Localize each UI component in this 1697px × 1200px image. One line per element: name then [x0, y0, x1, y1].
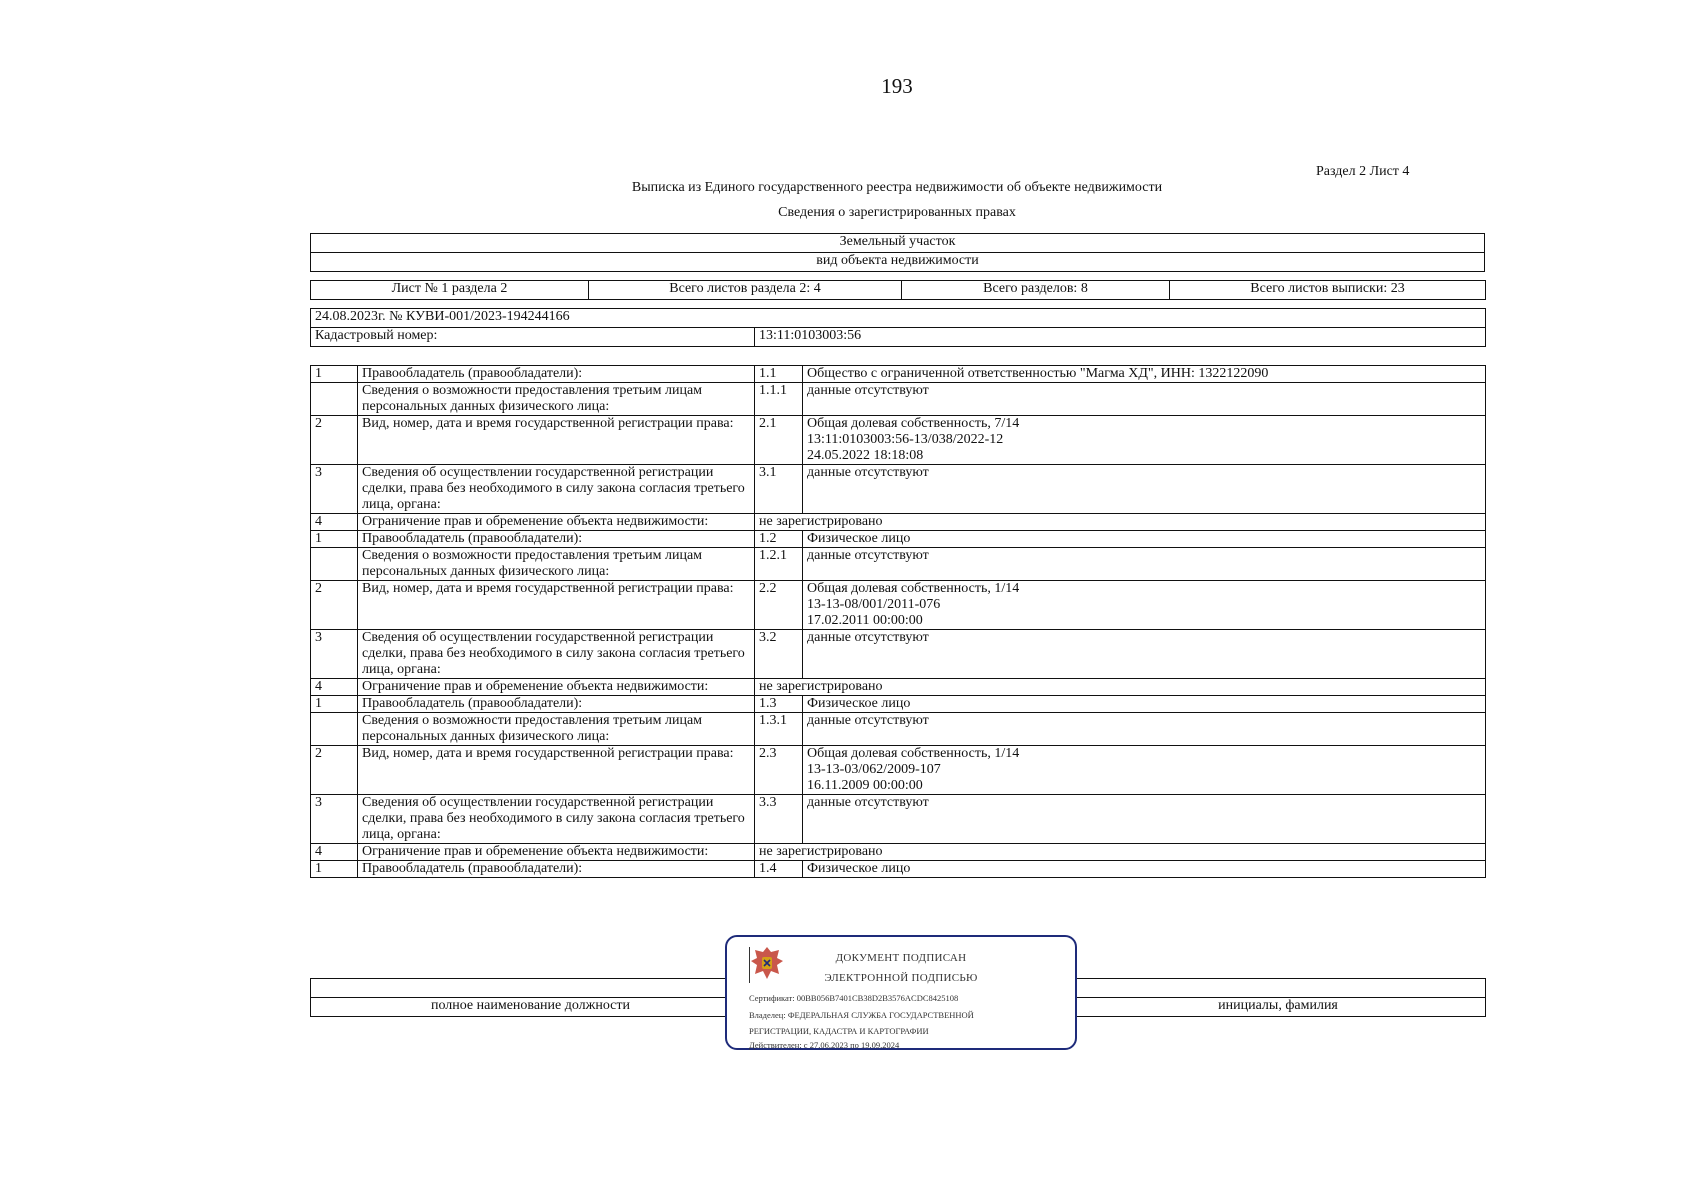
row-number: 4 — [311, 844, 358, 861]
cell-line: Общая долевая собственность, 7/14 — [807, 416, 1020, 431]
deal-label: Сведения об осуществлении государственной регистрации сделки, права без необходимого в силу закона согласия третьего лица, органа: — [358, 465, 755, 514]
personal-data-label: Сведения о возможности предоставления третьим лицам персональных данных физического лица: — [358, 548, 755, 581]
holder-value: Физическое лицо — [803, 531, 1486, 548]
personal-data-value: данные отсутствуют — [803, 713, 1486, 746]
row-number: 4 — [311, 514, 358, 531]
extract-date-number: 24.08.2023г. № КУВИ-001/2023-194244166 — [311, 309, 1486, 328]
restriction-value: не зарегистрировано — [755, 514, 1486, 531]
sections-total: Всего разделов: 8 — [902, 281, 1170, 300]
deal-value: данные отсутствуют — [803, 465, 1486, 514]
table-row — [311, 548, 1486, 581]
item-number: 2.1 — [755, 416, 803, 465]
extract-sheets-total: Всего листов выписки: 23 — [1170, 281, 1486, 300]
position-label: полное наименование должности — [311, 998, 751, 1017]
item-number: 1.3 — [755, 696, 803, 713]
section-sheet-label: Раздел 2 Лист 4 — [1316, 164, 1410, 179]
restriction-value: не зарегистрировано — [755, 844, 1486, 861]
registration-label: Вид, номер, дата и время государственной регистрации права: — [358, 581, 755, 630]
cadastral-number-value: 13:11:0103003:56 — [755, 328, 1486, 347]
registration-value — [803, 746, 1486, 795]
row-number: 2 — [311, 416, 358, 465]
holder-label: Правообладатель (правообладатели): — [358, 696, 755, 713]
rights-table — [310, 365, 1486, 878]
table-row — [311, 861, 1486, 878]
cell-line: 16.11.2009 00:00:00 — [807, 778, 923, 793]
row-number: 4 — [311, 679, 358, 696]
cell-line: 17.02.2011 00:00:00 — [807, 613, 923, 628]
sheets-info-table — [310, 280, 1486, 300]
item-number: 3.2 — [755, 630, 803, 679]
row-number — [311, 548, 358, 581]
document-title: Выписка из Единого государственного реестра недвижимости об объекте недвижимости — [631, 180, 1163, 195]
row-number: 3 — [311, 795, 358, 844]
item-number: 3.3 — [755, 795, 803, 844]
initials-label: инициалы, фамилия — [1071, 998, 1486, 1017]
holder-value: Общество с ограниченной ответственностью "Магма ХД", ИНН: 1322122090 — [803, 366, 1486, 383]
holder-label: Правообладатель (правообладатели): — [358, 366, 755, 383]
item-number: 2.3 — [755, 746, 803, 795]
cadastral-number-label: Кадастровый номер: — [311, 328, 755, 347]
table-row — [311, 795, 1486, 844]
deal-value: данные отсутствуют — [803, 795, 1486, 844]
row-number: 2 — [311, 581, 358, 630]
restriction-label: Ограничение прав и обременение объекта недвижимости: — [358, 514, 755, 531]
object-kind-label: вид объекта недвижимости — [311, 253, 1485, 272]
stamp-owner-line-2: РЕГИСТРАЦИИ, КАДАСТРА И КАРТОГРАФИИ — [749, 1026, 929, 1036]
item-number: 1.3.1 — [755, 713, 803, 746]
table-row — [311, 581, 1486, 630]
table-row — [311, 514, 1486, 531]
cell-line: Общая долевая собственность, 1/14 — [807, 581, 1020, 596]
cell-line: 24.05.2022 18:18:08 — [807, 448, 924, 463]
restriction-label: Ограничение прав и обременение объекта недвижимости: — [358, 679, 755, 696]
row-number: 3 — [311, 630, 358, 679]
table-row — [311, 844, 1486, 861]
personal-data-label: Сведения о возможности предоставления третьим лицам персональных данных физического лица: — [358, 713, 755, 746]
stamp-line-2: ЭЛЕКТРОННОЙ ПОДПИСЬЮ — [824, 972, 978, 984]
page-number: 193 — [881, 74, 913, 98]
registration-value — [803, 416, 1486, 465]
cell-line: 13:11:0103003:56-13/038/2022-12 — [807, 432, 1004, 447]
row-number: 2 — [311, 746, 358, 795]
row-number: 3 — [311, 465, 358, 514]
section-sheets-total: Всего листов раздела 2: 4 — [589, 281, 902, 300]
item-number: 2.2 — [755, 581, 803, 630]
item-number: 1.2.1 — [755, 548, 803, 581]
object-name: Земельный участок — [311, 234, 1485, 253]
deal-label: Сведения об осуществлении государственной регистрации сделки, права без необходимого в силу закона согласия третьего лица, органа: — [358, 630, 755, 679]
row-number: 1 — [311, 696, 358, 713]
document-subtitle: Сведения о зарегистрированных правах — [778, 205, 1016, 220]
registration-label: Вид, номер, дата и время государственной регистрации права: — [358, 746, 755, 795]
cell-line: 13-13-08/001/2011-076 — [807, 597, 941, 612]
extract-meta-table — [310, 308, 1486, 347]
deal-value: данные отсутствуют — [803, 630, 1486, 679]
sheet-number: Лист № 1 раздела 2 — [311, 281, 589, 300]
stamp-validity: Действителен: с 27.06.2023 по 19.09.2024 — [749, 1040, 900, 1050]
electronic-signature-stamp — [725, 935, 1077, 1050]
personal-data-label: Сведения о возможности предоставления третьим лицам персональных данных физического лица: — [358, 383, 755, 416]
item-number: 1.2 — [755, 531, 803, 548]
stamp-rule — [749, 947, 750, 983]
table-row — [311, 713, 1486, 746]
table-row — [311, 416, 1486, 465]
personal-data-value: данные отсутствуют — [803, 383, 1486, 416]
restriction-label: Ограничение прав и обременение объекта недвижимости: — [358, 844, 755, 861]
table-row — [311, 630, 1486, 679]
stamp-owner-line-1: Владелец: ФЕДЕРАЛЬНАЯ СЛУЖБА ГОСУДАРСТВЕННОЙ — [749, 1010, 974, 1020]
row-number: 1 — [311, 531, 358, 548]
personal-data-value: данные отсутствуют — [803, 548, 1486, 581]
restriction-value: не зарегистрировано — [755, 679, 1486, 696]
cell-line: Общая долевая собственность, 1/14 — [807, 746, 1020, 761]
stamp-line-1: ДОКУМЕНТ ПОДПИСАН — [835, 952, 967, 964]
table-row — [311, 679, 1486, 696]
row-number — [311, 383, 358, 416]
table-row — [311, 465, 1486, 514]
table-row — [311, 383, 1486, 416]
item-number: 1.1 — [755, 366, 803, 383]
holder-label: Правообладатель (правообладатели): — [358, 861, 755, 878]
item-number: 1.4 — [755, 861, 803, 878]
holder-value: Физическое лицо — [803, 696, 1486, 713]
deal-label: Сведения об осуществлении государственной регистрации сделки, права без необходимого в силу закона согласия третьего лица, органа: — [358, 795, 755, 844]
row-number: 1 — [311, 366, 358, 383]
row-number: 1 — [311, 861, 358, 878]
item-number: 1.1.1 — [755, 383, 803, 416]
table-row — [311, 531, 1486, 548]
cell-line: 13-13-03/062/2009-107 — [807, 762, 941, 777]
table-row — [311, 696, 1486, 713]
holder-value: Физическое лицо — [803, 861, 1486, 878]
registration-value — [803, 581, 1486, 630]
table-row — [311, 366, 1486, 383]
registration-label: Вид, номер, дата и время государственной регистрации права: — [358, 416, 755, 465]
object-type-table — [310, 233, 1485, 272]
stamp-certificate: Сертификат: 00BB056B7401CB38D2B3576ACDC8425108 — [749, 993, 959, 1003]
row-number — [311, 713, 358, 746]
table-row — [311, 746, 1486, 795]
holder-label: Правообладатель (правообладатели): — [358, 531, 755, 548]
item-number: 3.1 — [755, 465, 803, 514]
